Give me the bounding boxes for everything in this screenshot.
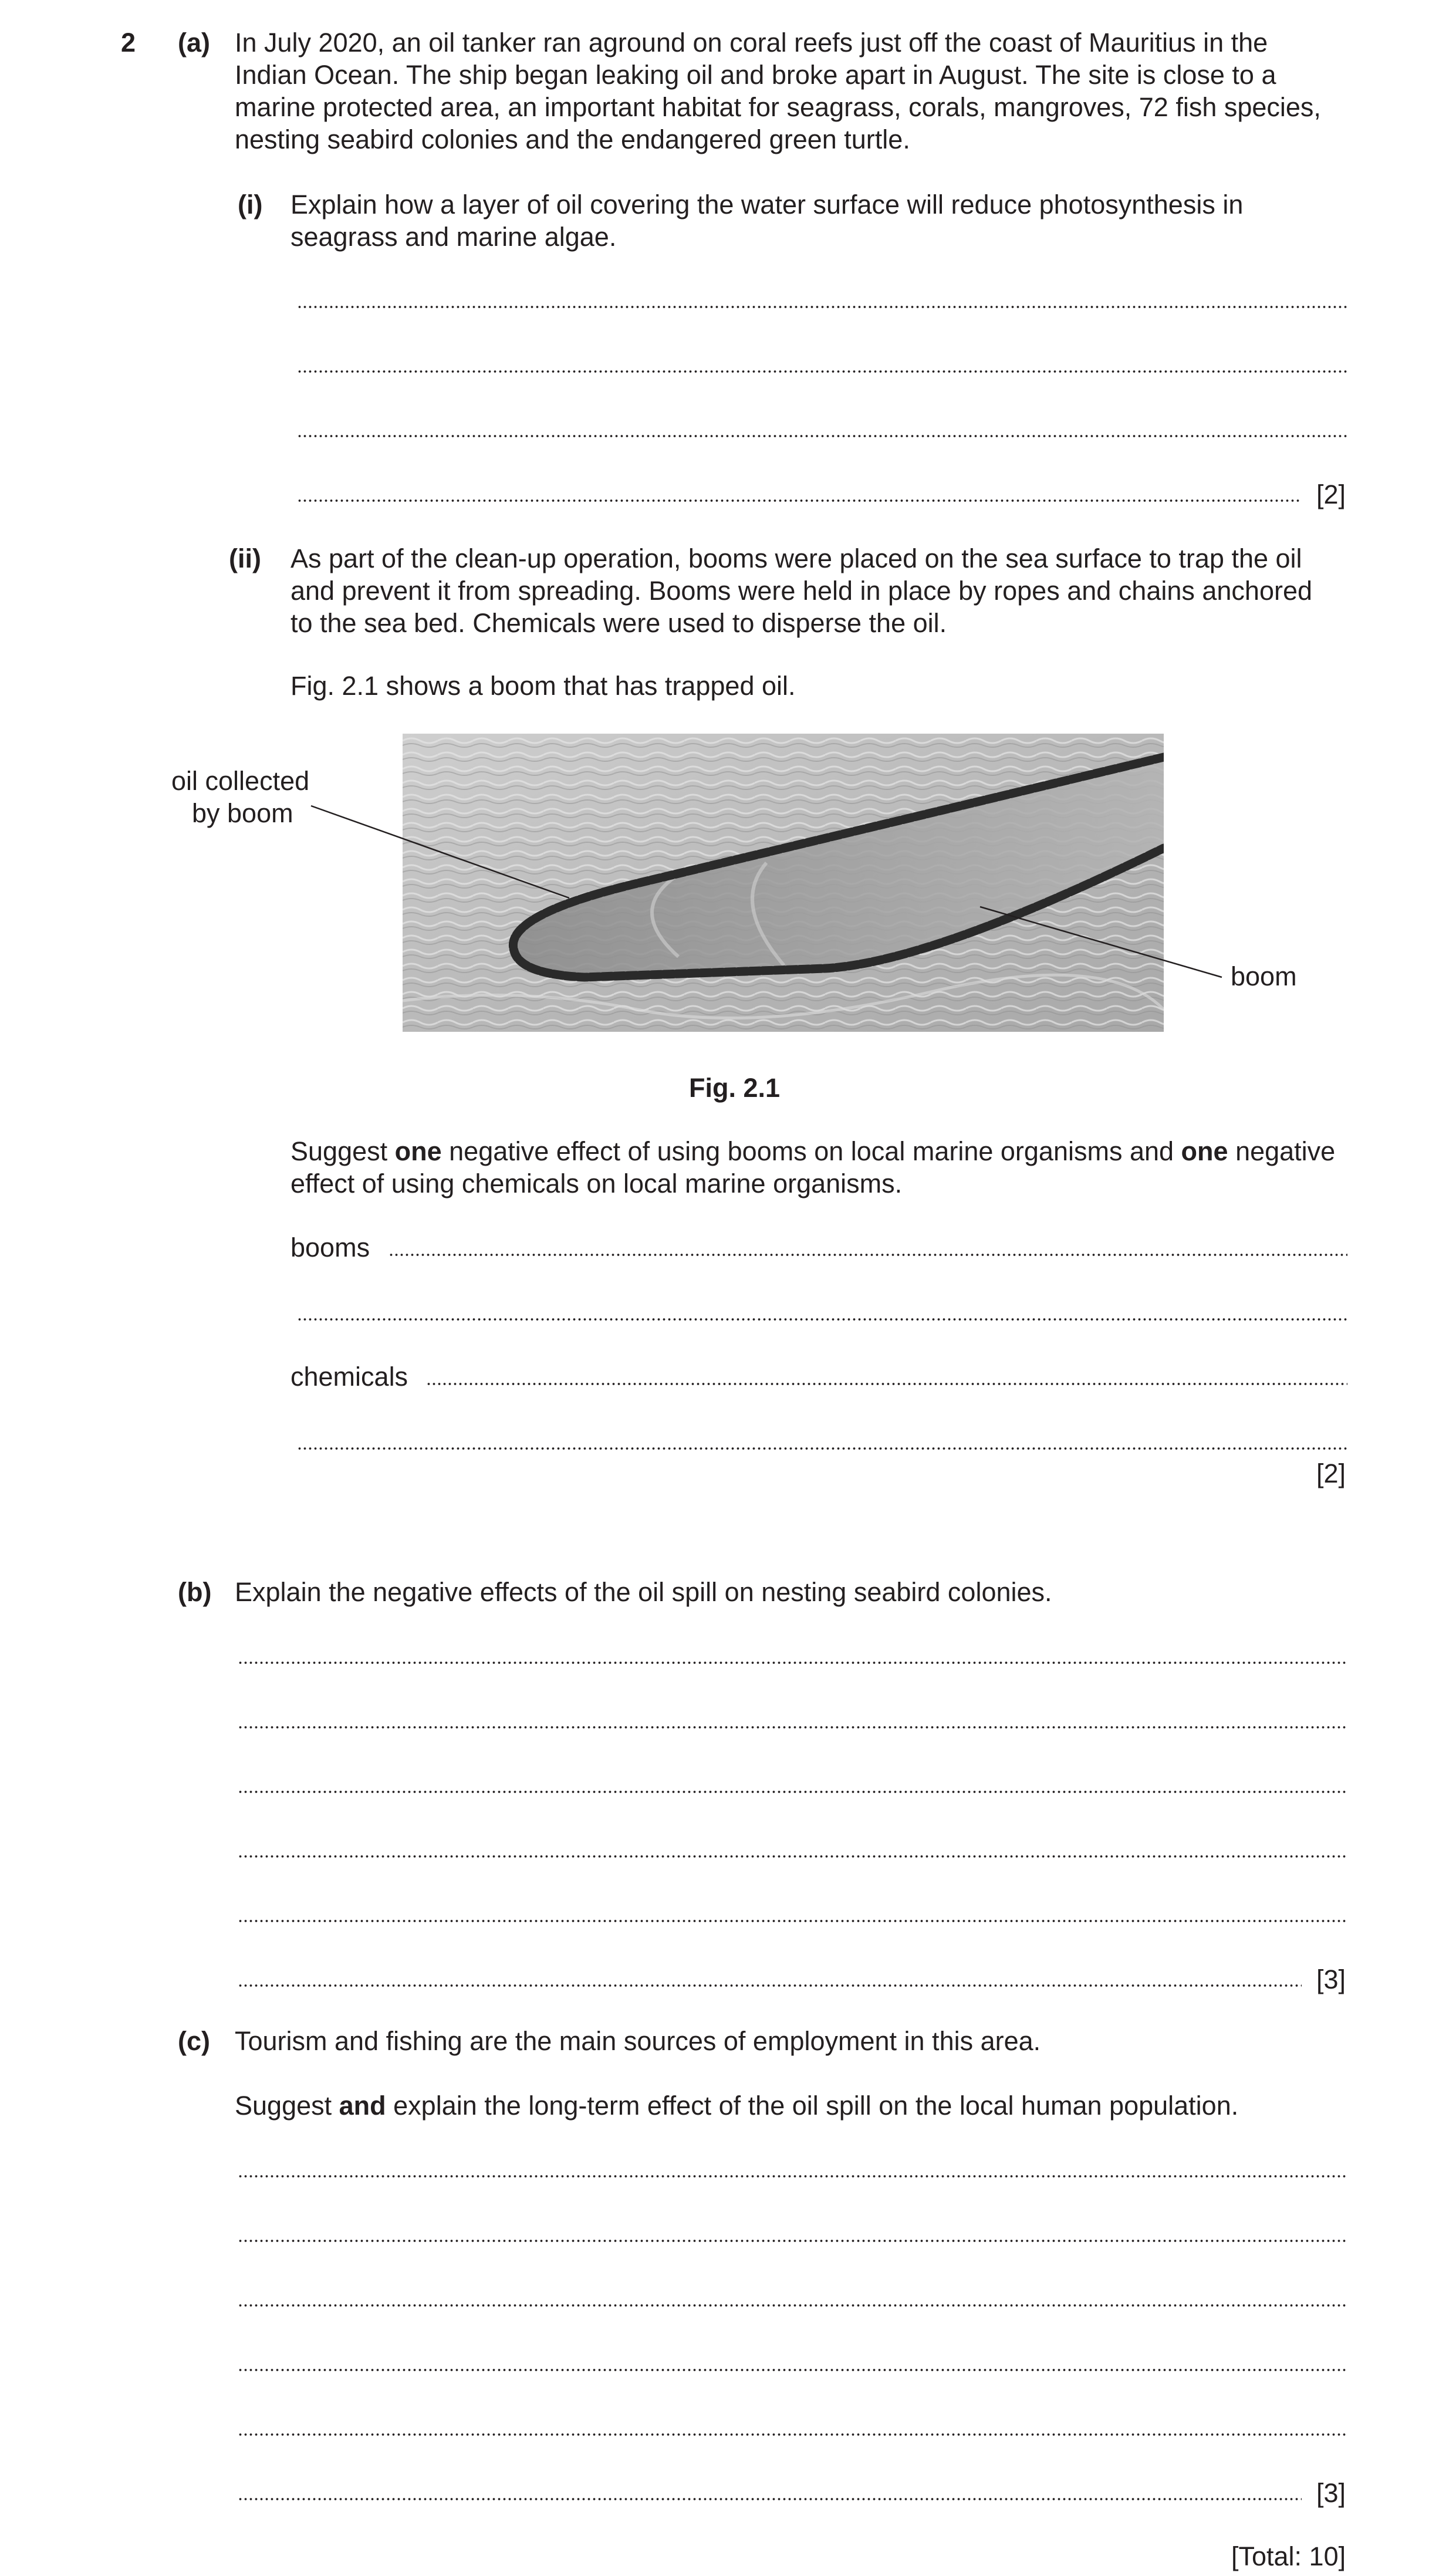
- answer-line[interactable]: [297, 306, 1347, 308]
- sub-i-line-1: Explain how a layer of oil covering the water surface will reduce photosynthesis in: [290, 190, 1244, 220]
- answer-line[interactable]: [297, 499, 1302, 502]
- part-b-label: (b): [178, 1577, 212, 1607]
- part-a-label: (a): [178, 28, 210, 58]
- figure-caption: Fig. 2.1: [689, 1073, 781, 1103]
- answer-line[interactable]: [238, 1662, 1347, 1664]
- sub-ii-line-3: to the sea bed. Chemicals were used to disperse the oil.: [290, 608, 947, 638]
- answer-line[interactable]: [297, 435, 1347, 437]
- part-a-intro-line-3: marine protected area, an important habitat for seagrass, corals, mangroves, 72 fish species,: [235, 92, 1321, 122]
- figure-intro: Fig. 2.1 shows a boom that has trapped oil.: [290, 671, 796, 701]
- sub-i-marks: [2]: [1316, 480, 1346, 509]
- answer-line[interactable]: [238, 2175, 1347, 2177]
- answer-line[interactable]: [297, 370, 1347, 373]
- part-a-intro-line-1: In July 2020, an oil tanker ran aground on coral reefs just off the coast of Mauritius in the: [235, 28, 1268, 58]
- part-c-line-1: Tourism and fishing are the main sources of employment in this area.: [235, 2026, 1041, 2056]
- part-b-marks: [3]: [1316, 1964, 1346, 1994]
- part-c-suggest: Suggest and explain the long-term effect of the oil spill on the local human population.: [235, 2091, 1239, 2121]
- part-a-intro-line-2: Indian Ocean. The ship began leaking oil and broke apart in August. The site is close to a: [235, 60, 1276, 90]
- figure-label-oil-line-2: by boom: [192, 798, 293, 828]
- answer-line[interactable]: [238, 1920, 1347, 1922]
- question-number: 2: [121, 28, 136, 58]
- answer-line[interactable]: [238, 2304, 1347, 2307]
- answer-line[interactable]: [238, 2433, 1347, 2436]
- sub-i-label: (i): [238, 190, 263, 220]
- answer-line[interactable]: [426, 1383, 1347, 1385]
- part-c-label: (c): [178, 2026, 210, 2056]
- answer-line[interactable]: [238, 1791, 1347, 1793]
- answer-line[interactable]: [238, 2498, 1302, 2500]
- sub-i-line-2: seagrass and marine algae.: [290, 222, 617, 252]
- boom-photo: [403, 734, 1164, 1032]
- booms-label: booms: [290, 1233, 370, 1262]
- chemicals-label: chemicals: [290, 1362, 408, 1392]
- answer-line[interactable]: [389, 1254, 1347, 1256]
- suggest-booms-chemicals-line-1: Suggest one negative effect of using booms on local marine organisms and one negative: [290, 1136, 1336, 1166]
- answer-line[interactable]: [238, 2369, 1347, 2371]
- sub-ii-marks: [2]: [1316, 1459, 1346, 1488]
- suggest-booms-chemicals-line-2: effect of using chemicals on local marine organisms.: [290, 1169, 903, 1198]
- answer-line[interactable]: [238, 1984, 1302, 1987]
- total-marks: [Total: 10]: [1231, 2541, 1346, 2571]
- figure-label-boom: boom: [1231, 961, 1297, 991]
- sub-ii-line-2: and prevent it from spreading. Booms were held in place by ropes and chains anchored: [290, 576, 1313, 606]
- part-c-marks: [3]: [1316, 2478, 1346, 2508]
- answer-line[interactable]: [297, 1447, 1347, 1450]
- answer-line[interactable]: [297, 1318, 1347, 1321]
- answer-line[interactable]: [238, 1726, 1347, 1728]
- answer-line[interactable]: [238, 1855, 1347, 1858]
- part-a-intro-line-4: nesting seabird colonies and the endangered green turtle.: [235, 124, 910, 154]
- answer-line[interactable]: [238, 2240, 1347, 2242]
- figure-label-oil-line-1: oil collected: [171, 766, 310, 796]
- part-b-question: Explain the negative effects of the oil spill on nesting seabird colonies.: [235, 1577, 1052, 1607]
- sub-ii-line-1: As part of the clean-up operation, booms were placed on the sea surface to trap the oil: [290, 543, 1302, 573]
- sub-ii-label: (ii): [229, 543, 261, 573]
